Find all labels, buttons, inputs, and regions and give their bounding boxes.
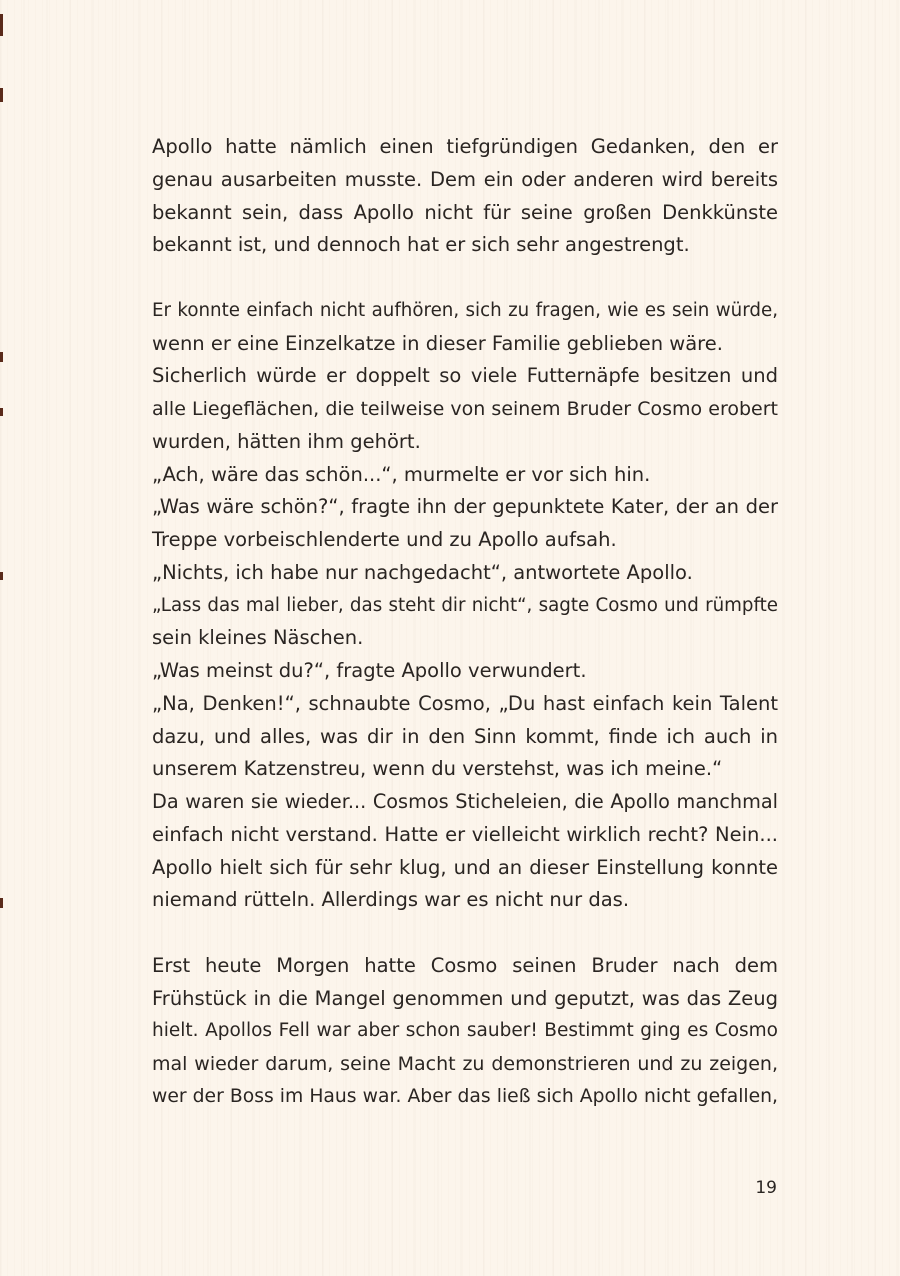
text-line: „Lass das mal lieber, das steht dir nicht“, sagte Cosmo und rümpfte [152, 594, 778, 616]
text-line: einfach nicht verstand. Hatte er vielleicht wirklich recht? Nein... [152, 822, 778, 846]
text-line: Sicherlich würde er doppelt so viele Futternäpfe besitzen und [152, 364, 778, 388]
text-line: bekannt ist, und dennoch hat er sich sehr angestrengt. [152, 233, 690, 257]
text-line: Treppe vorbeischlenderte und zu Apollo aufsah. [152, 528, 617, 551]
text-line: „Nichts, ich habe nur nachgedacht“, antwortete Apollo. [152, 560, 693, 584]
text-line: Da waren sie wieder... Cosmos Sticheleien, die Apollo manchmal [152, 790, 778, 813]
text-line: unserem Katzenstreu, wenn du verstehst, was ich meine.“ [152, 757, 723, 781]
binding-edge-mark [0, 352, 3, 362]
binding-edge-mark [0, 898, 3, 908]
text-line: wer der Boss im Haus war. Aber das ließ sich Apollo nicht gefallen, [152, 1085, 778, 1107]
text-line: „Ach, wäre das schön...“, murmelte er vor sich hin. [152, 462, 651, 486]
text-line: niemand rütteln. Allerdings war es nicht nur das. [152, 888, 630, 912]
text-line: „Was meinst du?“, fragte Apollo verwundert. [152, 659, 587, 682]
text-line: wenn er eine Einzelkatze in dieser Familie geblieben wäre. [152, 331, 723, 355]
text-line: dazu, und alles, was dir in den Sinn kommt, finde ich auch in [152, 724, 778, 748]
text-line: alle Liegeflächen, die teilweise von seinem Bruder Cosmo erobert [152, 398, 778, 420]
binding-edge-mark [0, 572, 3, 580]
text-line: „Was wäre schön?“, fragte ihn der gepunktete Kater, der an der [152, 495, 778, 519]
binding-edge-mark [0, 88, 3, 102]
text-line: „Na, Denken!“, schnaubte Cosmo, „Du hast einfach kein Talent [152, 691, 778, 715]
text-line: sein kleines Näschen. [152, 626, 364, 650]
binding-edge-mark [0, 14, 3, 36]
text-line: Apollo hielt sich für sehr klug, und an dieser Einstellung konnte [152, 855, 778, 879]
text-line: Frühstück in die Mangel genommen und geputzt, was das Zeug [152, 986, 778, 1010]
text-line: Apollo hatte nämlich einen tiefgründigen Gedanken, den er [152, 135, 778, 158]
text-line: genau ausarbeiten musste. Dem ein oder anderen wird bereits [152, 167, 778, 191]
body-text [152, 131, 778, 1114]
text-line: Er konnte einfach nicht aufhören, sich zu fragen, wie es sein würde, [152, 299, 778, 321]
text-line: mal wieder darum, seine Macht zu demonstrieren und zu zeigen, [152, 1053, 778, 1075]
page-number: 19 [755, 1178, 777, 1198]
paragraph-gap [152, 262, 778, 295]
text-line: wurden, hätten ihm gehört. [152, 429, 421, 453]
binding-edge-mark [0, 408, 3, 416]
text-line: Erst heute Morgen hatte Cosmo seinen Bruder nach dem [152, 953, 778, 977]
paragraph-gap [152, 917, 778, 950]
text-line: bekannt sein, dass Apollo nicht für seine großen Denkkünste [152, 200, 778, 224]
text-line: hielt. Apollos Fell war aber schon sauber! Bestimmt ging es Cosmo [152, 1020, 778, 1042]
